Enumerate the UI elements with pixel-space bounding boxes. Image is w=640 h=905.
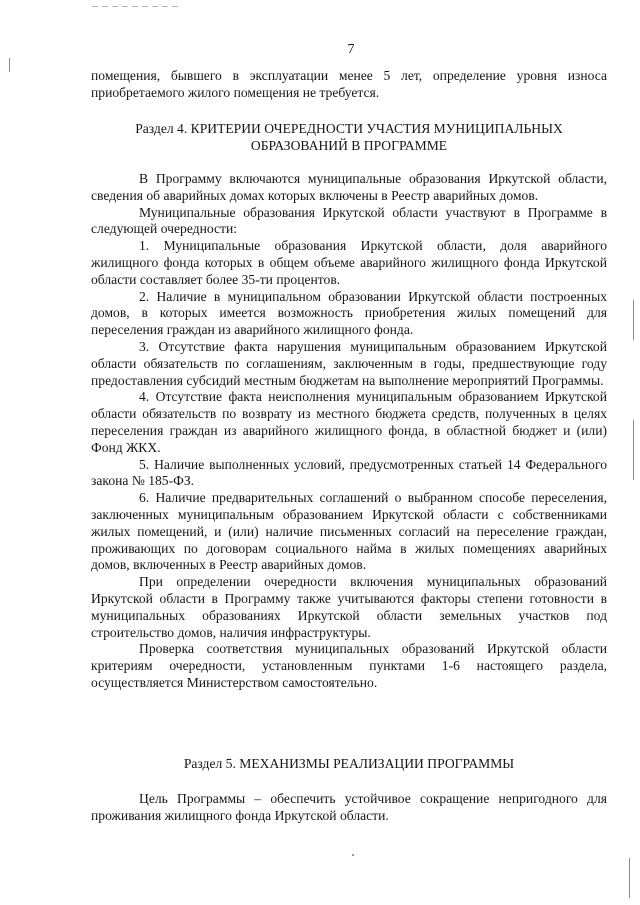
section-5-heading	[91, 756, 607, 773]
list-item: 1. Муниципальные образования Иркутской области, доля аварийного жилищного фонда которых в общем объеме аварийного жилищного фонда Иркутской области составляет более 35-ти процентов.	[91, 238, 607, 287]
continued-paragraph	[91, 68, 607, 102]
paragraph: Муниципальные образования Иркутской области участвуют в Программе в следующей очередности:	[91, 204, 607, 237]
section-5-body	[91, 791, 607, 825]
scan-artifact-right-edge	[629, 858, 630, 898]
list-item: 2. Наличие в муниципальном образовании Иркутской области построенных домов, в которых имеется возможность приобретения жилых помещений для переселения граждан из аварийного жилищного фонда.	[91, 288, 607, 338]
section-4-heading	[91, 121, 607, 155]
paragraph: При определении очередности включения муниципальных образований Иркутской области в Программу также учитываются факторы степени готовности в муниципальных образованиях Иркутской области земельных участков под строительство домов, наличия инфраструктуры.	[91, 574, 607, 640]
section-title: Раздел 5. МЕХАНИЗМЫ РЕАЛИЗАЦИИ ПРОГРАММЫ	[183, 756, 515, 771]
list-item: 6. Наличие предварительных соглашений о выбранном способе переселения, заключенных муниципальным образованием Иркутской области с собственниками жилых помещений, и (или) наличие письменных согласий на переселение граждан, проживающих по договорам социального найма в жилых помещениях аварийных домов, включенных в Реестр аварийных домов.	[91, 490, 607, 573]
paragraph: помещения, бывшего в эксплуатации менее 5 лет, определение уровня износа приобретаемого жилого помещения не требуется.	[91, 68, 607, 100]
section-title-line: Раздел 4. КРИТЕРИИ ОЧЕРЕДНОСТИ УЧАСТИЯ МУНИЦИПАЛЬНЫХ	[135, 121, 563, 136]
scan-artifact-dot	[352, 854, 354, 856]
paragraph: Проверка соответствия муниципальных образований Иркутской области критериям очередности, установленным пунктами 1-6 настоящего раздела, осуществляется Министерством самостоятельно.	[91, 641, 607, 690]
page-number: 7	[347, 42, 355, 57]
section-4-body	[91, 171, 607, 692]
scan-artifact-right-edge	[633, 420, 634, 480]
section-title-line: ОБРАЗОВАНИЙ В ПРОГРАММЕ	[250, 137, 448, 153]
list-item: 5. Наличие выполненных условий, предусмотренных статьей 14 Федерального закона № 185-ФЗ.	[91, 456, 607, 489]
scan-artifact-right-edge	[633, 300, 634, 340]
scan-artifact-top	[92, 6, 182, 7]
list-item: 4. Отсутствие факта неисполнения муниципальным образованием Иркутской области обязательств по возврату из местного бюджета средств, полученных в целях переселения граждан из аварийного жилищного фонда, в областной бюджет и (или) Фонд ЖКХ.	[91, 389, 607, 455]
scan-artifact-left-edge	[9, 58, 10, 72]
list-item: 3. Отсутствие факта нарушения муниципальным образованием Иркутской области обязательств по соглашениям, заключенным в годы, предшествующие году предоставления субсидий местным бюджетам на выполнение мероприятий Программы.	[91, 338, 607, 388]
paragraph: В Программу включаются муниципальные образования Иркутской области, сведения об аварийных домах которых включены в Реестр аварийных домов.	[91, 171, 607, 203]
paragraph: Цель Программы – обеспечить устойчивое сокращение непригодного для проживания жилищного фонда Иркутской области.	[91, 791, 607, 823]
